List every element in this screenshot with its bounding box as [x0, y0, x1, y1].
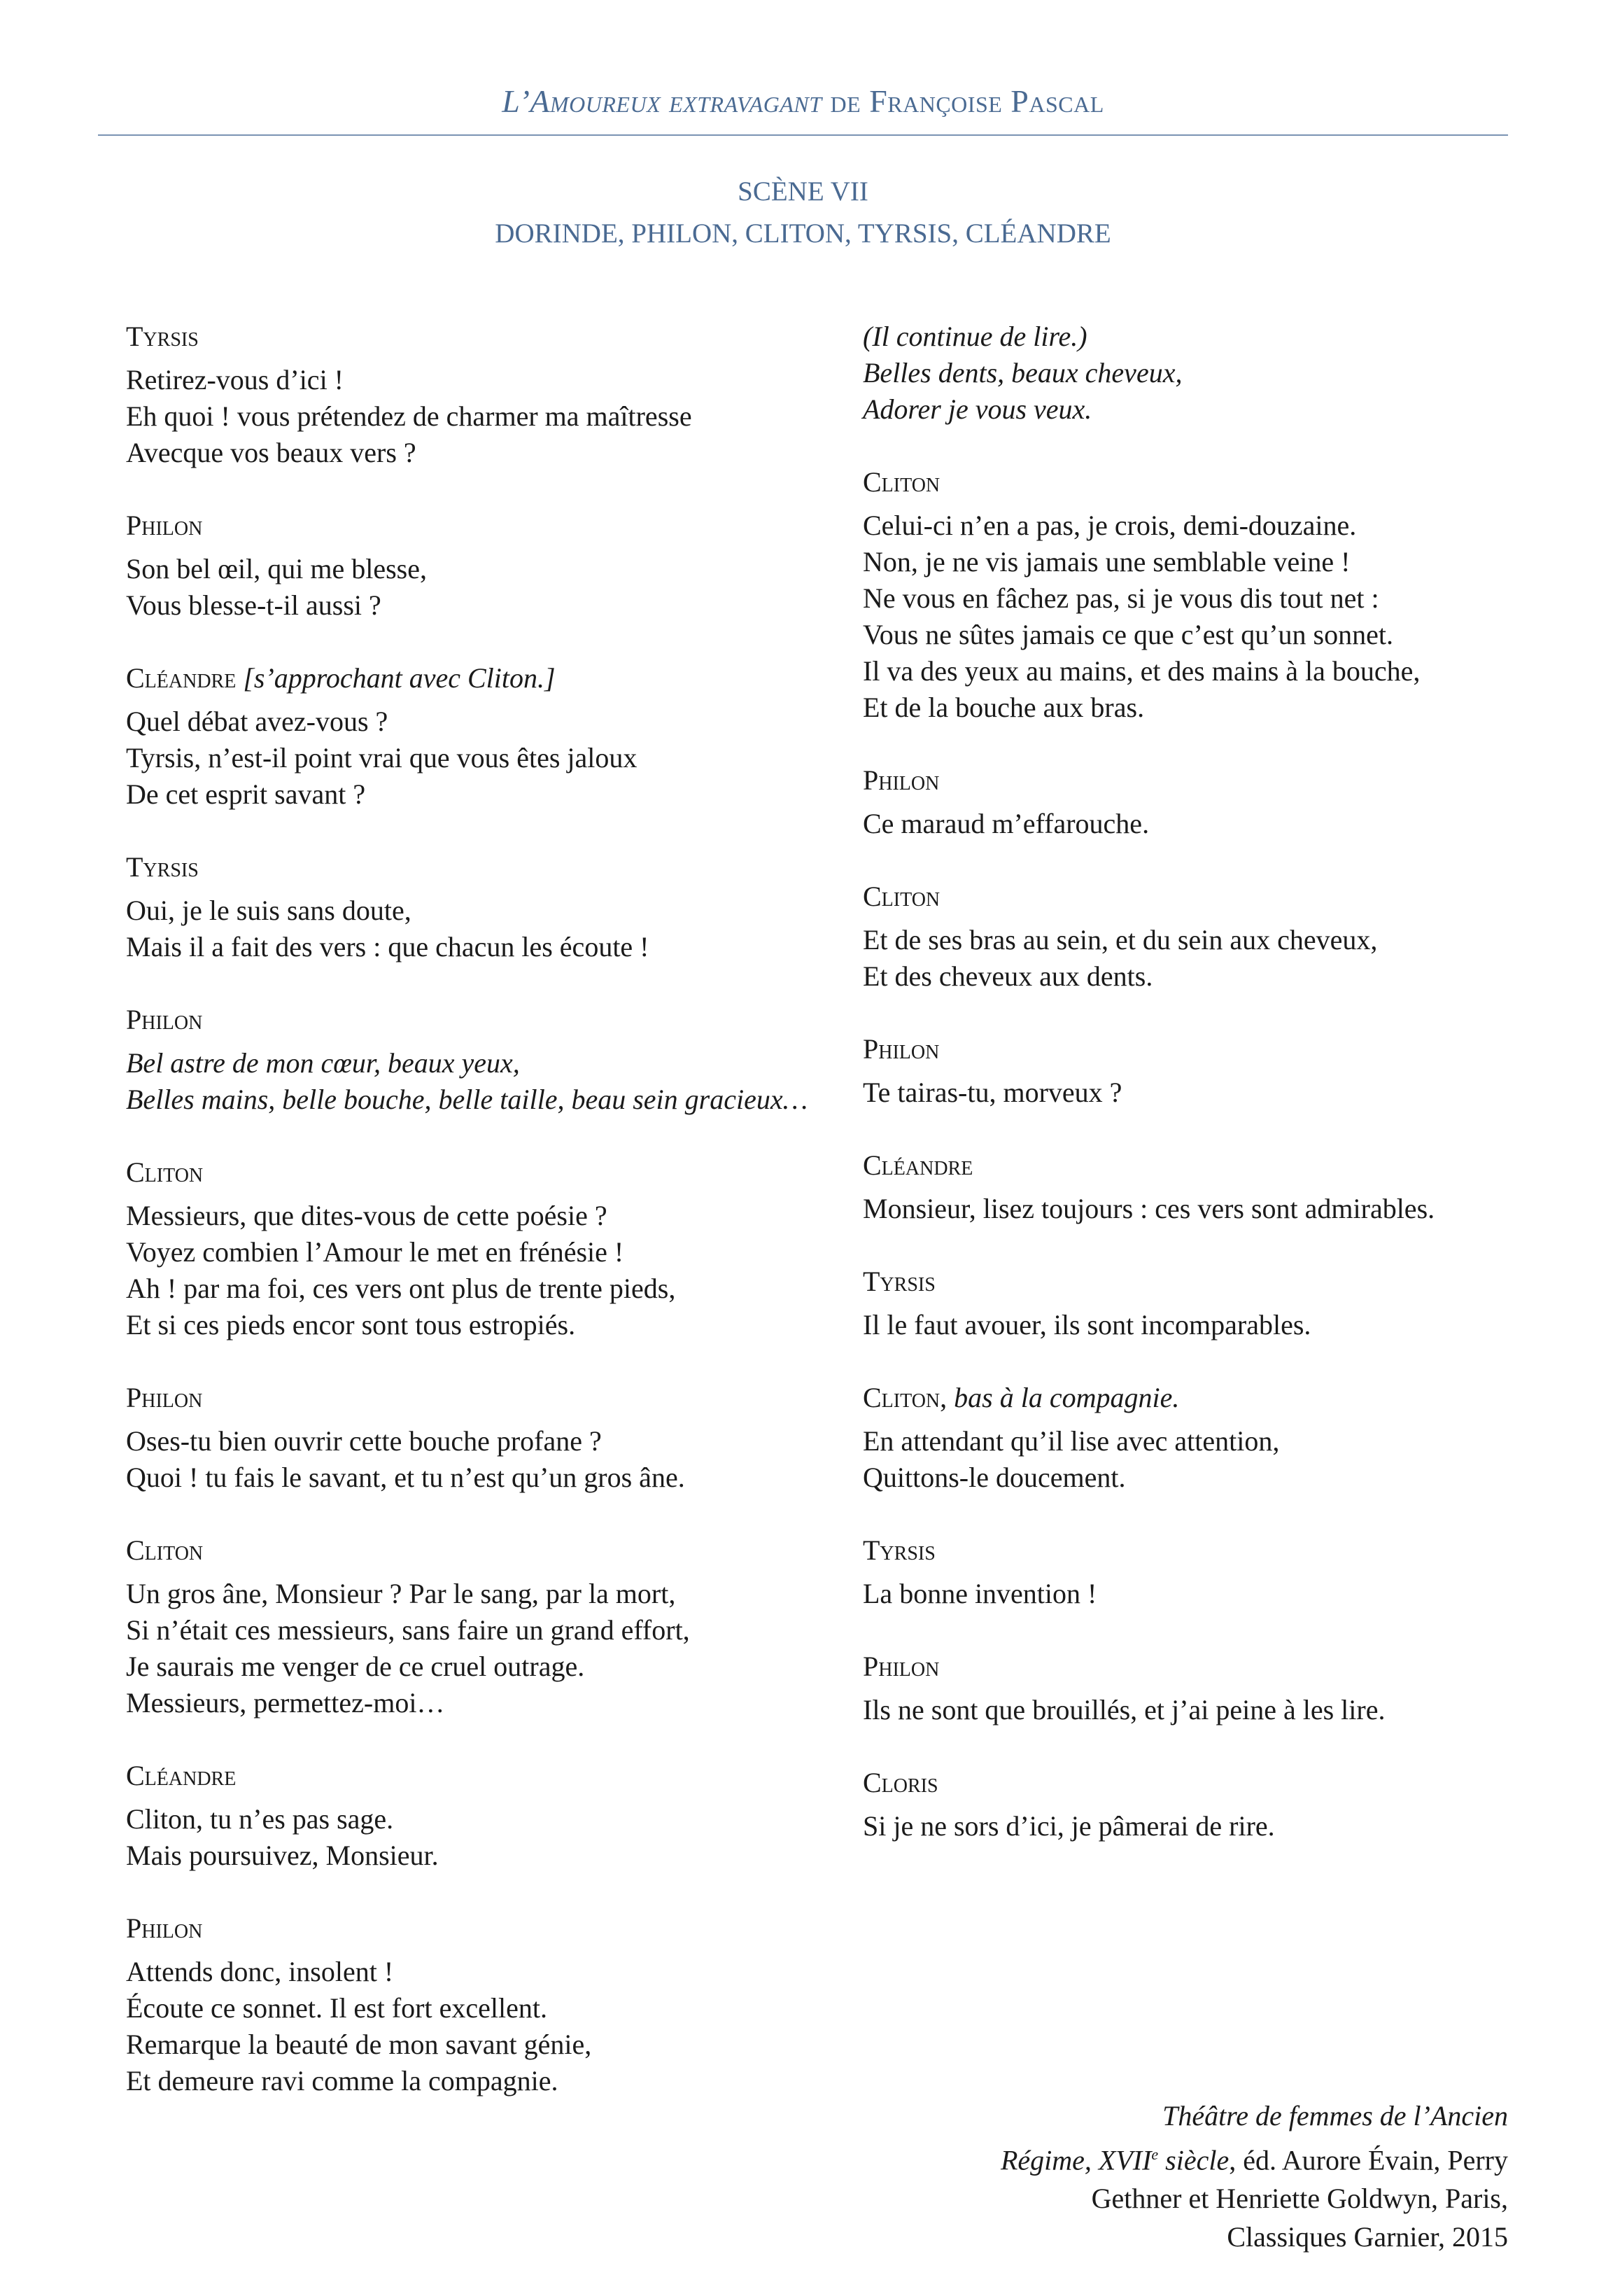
speaker-name: Tyrsis: [126, 321, 199, 352]
speech-block: [126, 1002, 826, 1118]
verse-line: Et si ces pieds encor sont tous estropiés.: [126, 1309, 576, 1340]
verse-line: Écoute ce sonnet. Il est fort excellent.: [126, 1992, 547, 2024]
verse-line: De cet esprit savant ?: [126, 778, 366, 810]
verse-line: Cliton, tu n’es pas sage.: [126, 1803, 394, 1835]
speaker-name: Tyrsis: [863, 1266, 936, 1297]
author-name: Françoise Pascal: [869, 83, 1104, 119]
verse-line: Et de ses bras au sein, et du sein aux cheveux,: [863, 924, 1378, 955]
speaker-name: Cliton: [863, 466, 941, 498]
verse-line: Non, je ne vis jamais une semblable veine !: [863, 546, 1351, 578]
running-header: [98, 83, 1508, 120]
verse-line: Et de la bouche aux bras.: [863, 692, 1145, 723]
verse-line: Messieurs, que dites-vous de cette poésie ?: [126, 1200, 607, 1231]
speaker-name: Cléandre: [126, 1760, 237, 1791]
header-by: de: [822, 83, 870, 119]
speech-block: [863, 878, 1563, 995]
verse-line: Monsieur, lisez toujours : ces vers sont admirables.: [863, 1193, 1435, 1224]
speech-block: [863, 464, 1563, 726]
header-divider: [98, 134, 1508, 136]
speaker-name: Philon: [126, 1382, 203, 1413]
verse-line: Ils ne sont que brouillés, et j’ai peine à les lire.: [863, 1694, 1386, 1726]
speech-block: [863, 1264, 1563, 1343]
verse-line: Un gros âne, Monsieur ? Par le sang, par la mort,: [126, 1578, 676, 1609]
verse-line: Retirez-vous d’ici !: [126, 364, 344, 396]
speech-block: [126, 1380, 826, 1496]
verse-line: Si je ne sors d’ici, je pâmerai de rire.: [863, 1810, 1275, 1842]
stage-direction-block: [863, 318, 1563, 428]
speech-block: [126, 1532, 826, 1721]
verse-line: Adorer je vous veux.: [863, 393, 1092, 425]
speaker-name: Philon: [863, 1033, 940, 1065]
speaker-name: Cliton: [863, 881, 941, 912]
verse-line: Je saurais me venger de ce cruel outrage.: [126, 1651, 585, 1682]
speaker-name: Tyrsis: [863, 1534, 936, 1566]
verse-line: (Il continue de lire.): [863, 321, 1087, 352]
credit-line: Théâtre de femmes de l’Ancien: [1162, 2100, 1508, 2132]
verse-line: Belles dents, beaux cheveux,: [863, 357, 1183, 388]
speech-block: [863, 762, 1563, 842]
verse-line: Voyez combien l’Amour le met en frénésie !: [126, 1236, 624, 1268]
scene-characters: DORINDE, PHILON, CLITON, TYRSIS, CLÉANDRE: [495, 218, 1111, 248]
scene-number: SCÈNE VII: [738, 176, 868, 206]
credit-line: Classiques Garnier, 2015: [1227, 2221, 1508, 2253]
speech-block: [863, 1765, 1563, 1844]
stage-direction: [s’approchant avec Cliton.]: [236, 662, 556, 694]
verse-line: Ah ! par ma foi, ces vers ont plus de trente pieds,: [126, 1273, 676, 1304]
verse-line: Ce maraud m’effarouche.: [863, 808, 1150, 839]
credit-line: Gethner et Henriette Goldwyn, Paris,: [1091, 2183, 1508, 2215]
speech-block: [863, 1532, 1563, 1612]
verse-line: Et des cheveux aux dents.: [863, 960, 1153, 992]
speech-block: [126, 1910, 826, 2099]
speaker-name: Cloris: [863, 1767, 938, 1798]
verse-line: La bonne invention !: [863, 1578, 1097, 1609]
speaker-name: Philon: [863, 1651, 940, 1682]
verse-line: Quel débat avez-vous ?: [126, 706, 388, 737]
verse-line: Celui-ci n’en a pas, je crois, demi-douzaine.: [863, 510, 1357, 541]
verse-line: Remarque la beauté de mon savant génie,: [126, 2029, 592, 2060]
verse-line: Belles mains, belle bouche, belle taille, beau sein gracieux…: [126, 1084, 808, 1115]
verse-line: Vous ne sûtes jamais ce que c’est qu’un sonnet.: [863, 619, 1393, 650]
verse-line: Ne vous en fâchez pas, si je vous dis tout net :: [863, 582, 1379, 614]
left-column: [126, 318, 826, 2136]
scene-heading: [0, 171, 1606, 255]
speaker-name: Philon: [126, 1912, 203, 1944]
speaker-name: Philon: [126, 510, 203, 541]
verse-line: Et demeure ravi comme la compagnie.: [126, 2065, 558, 2096]
verse-line: Eh quoi ! vous prétendez de charmer ma maîtresse: [126, 400, 692, 432]
speaker-name: Philon: [126, 1004, 203, 1035]
source-credit: [1001, 2096, 1508, 2256]
speaker-name: Tyrsis: [126, 851, 199, 883]
verse-line: Il le faut avouer, ils sont incomparables.: [863, 1309, 1311, 1340]
speech-block: [126, 849, 826, 965]
verse-line: Te tairas-tu, morveux ?: [863, 1077, 1122, 1108]
verse-line: Son bel œil, qui me blesse,: [126, 553, 427, 584]
verse-line: Mais poursuivez, Monsieur.: [126, 1840, 439, 1871]
speaker-name: Cléandre: [863, 1149, 973, 1181]
speech-block: [126, 318, 826, 471]
verse-line: Mais il a fait des vers : que chacun les écoute !: [126, 931, 649, 962]
speech-block: [863, 1648, 1563, 1728]
speech-block: [863, 1380, 1563, 1496]
speech-block: [863, 1147, 1563, 1227]
speech-block: [126, 1154, 826, 1343]
play-title: L’Amoureux extravagant: [502, 83, 822, 119]
speaker-name: Cliton: [126, 1156, 204, 1188]
verse-line: Tyrsis, n’est-il point vrai que vous êtes jaloux: [126, 742, 638, 774]
speaker-name: Philon: [863, 764, 940, 796]
speaker-name: Cliton, bas à la compagnie.: [863, 1382, 1180, 1413]
verse-line: Oses-tu bien ouvrir cette bouche profane ?: [126, 1425, 602, 1457]
speech-block: [126, 660, 826, 813]
verse-line: Attends donc, insolent !: [126, 1956, 394, 1987]
verse-line: Quittons-le doucement.: [863, 1462, 1126, 1493]
right-column: [863, 318, 1563, 1881]
speech-block: [126, 1758, 826, 1874]
speaker-name: Cléandre [s’approchant avec Cliton.]: [126, 662, 556, 694]
verse-line: Vous blesse-t-il aussi ?: [126, 589, 381, 621]
verse-line: Oui, je le suis sans doute,: [126, 895, 411, 926]
stage-direction: bas à la compagnie.: [947, 1382, 1180, 1413]
speech-block: [126, 507, 826, 624]
verse-line: Messieurs, permettez-moi…: [126, 1687, 445, 1718]
verse-line: Si n’était ces messieurs, sans faire un grand effort,: [126, 1614, 690, 1646]
verse-line: Bel astre de mon cœur, beaux yeux,: [126, 1047, 520, 1079]
verse-line: Quoi ! tu fais le savant, et tu n’est qu’un gros âne.: [126, 1462, 685, 1493]
verse-line: Avecque vos beaux vers ?: [126, 437, 416, 468]
speaker-name: Cliton: [126, 1534, 204, 1566]
credit-line: Régime, XVIIe siècle, éd. Aurore Évain, Perry: [1000, 2144, 1508, 2176]
speech-block: [863, 1031, 1563, 1111]
verse-line: En attendant qu’il lise avec attention,: [863, 1425, 1280, 1457]
verse-line: Il va des yeux au mains, et des mains à la bouche,: [863, 655, 1421, 687]
